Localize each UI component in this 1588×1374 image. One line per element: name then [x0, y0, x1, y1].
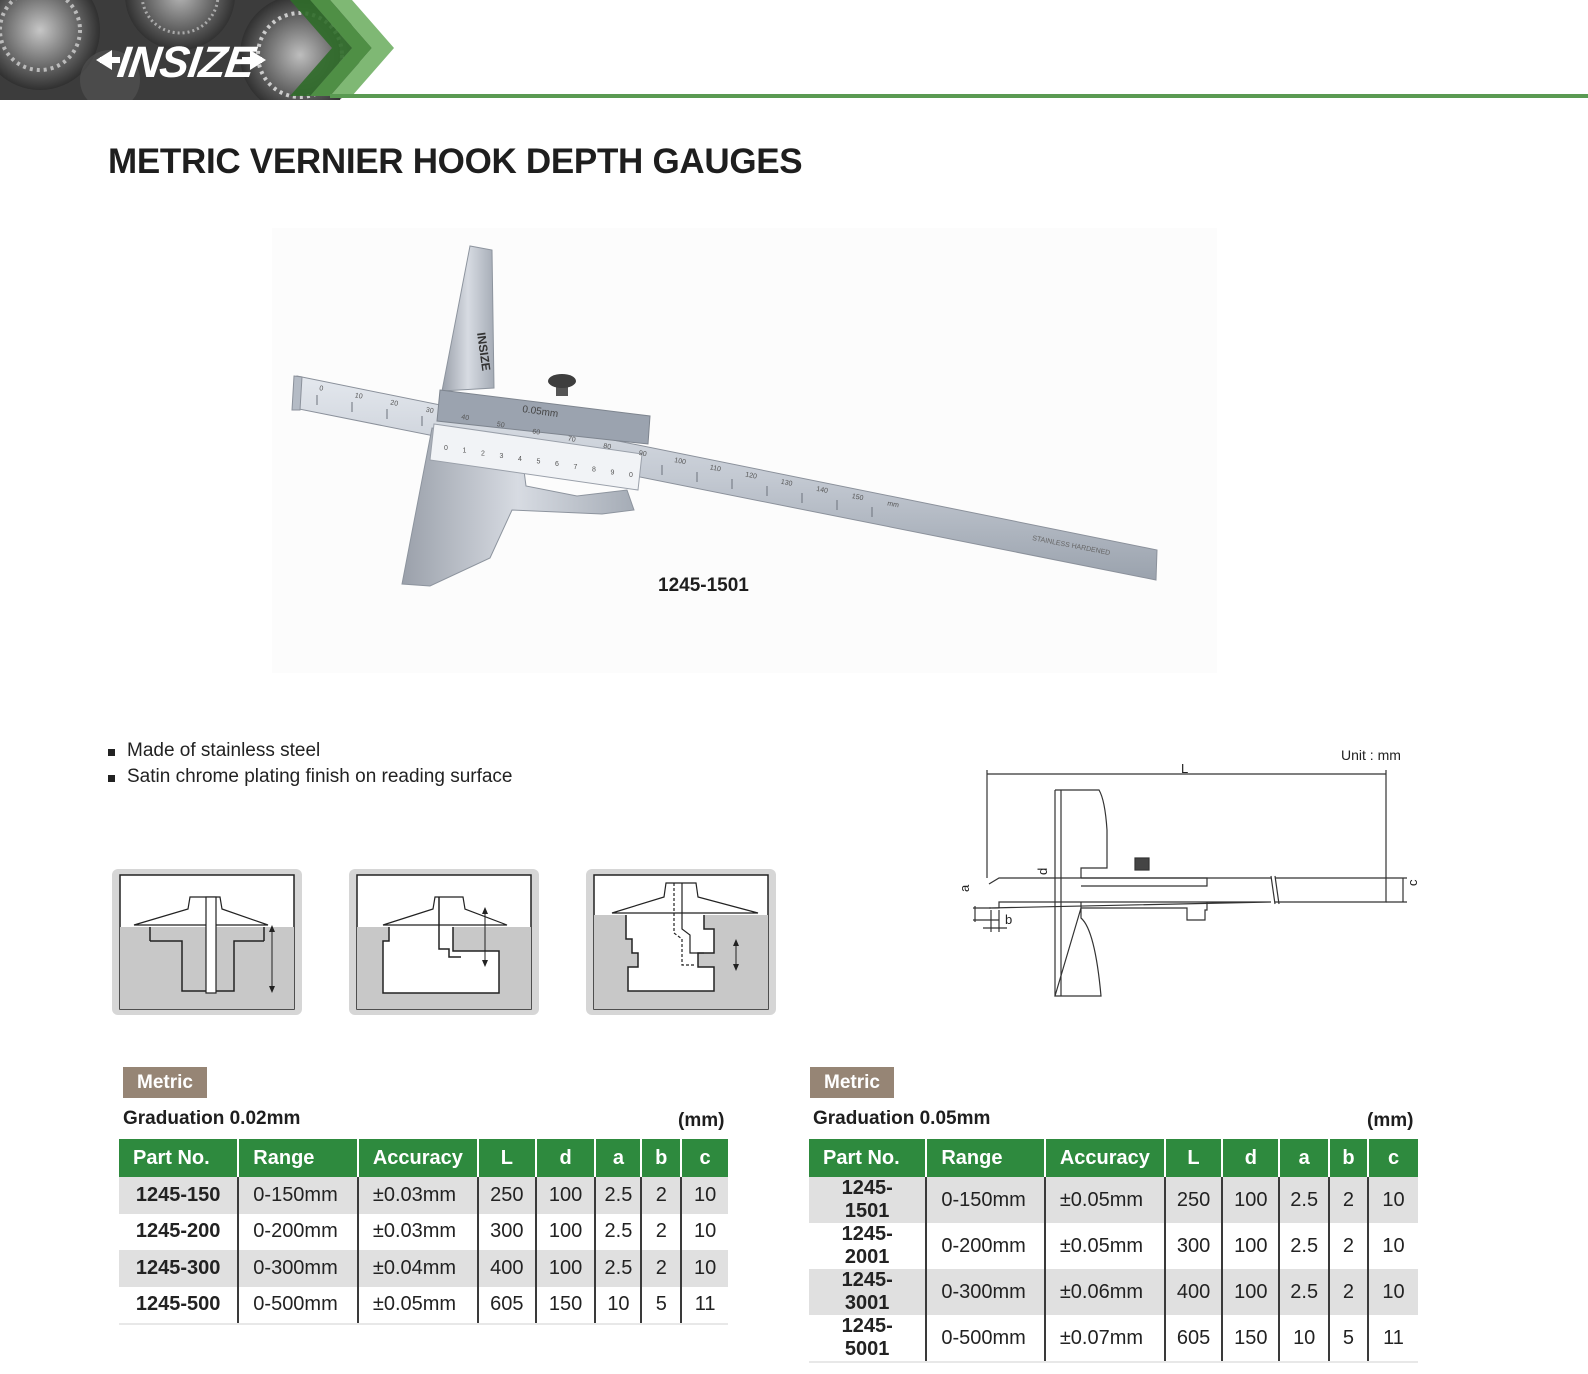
table-row: 1245-1501 0-150mm ±0.05mm 250 100 2.5 2 10: [809, 1177, 1418, 1223]
main-scale-label: 50: [496, 421, 506, 430]
main-scale-label: 30: [425, 406, 435, 416]
metric-tag: Metric: [123, 1067, 207, 1098]
vernier-scale-label: 4: [518, 455, 522, 463]
table-row: 1245-5001 0-500mm ±0.07mm 605 150 10 5 11: [809, 1315, 1418, 1362]
usage-diagram-groove-depth: [586, 869, 776, 1015]
main-scale-label: 60: [531, 428, 541, 437]
main-scale-label: 140: [815, 485, 829, 495]
bullet-icon: [108, 775, 115, 782]
main-scale-label: 10: [354, 392, 364, 401]
main-scale-label: 100: [673, 457, 687, 467]
header-rule: [330, 94, 1588, 98]
stem-logo-text: INSIZE: [474, 331, 494, 372]
graduation-label: Graduation 0.02mm: [123, 1108, 301, 1129]
feature-item: Satin chrome plating finish on reading surface: [108, 764, 513, 790]
table-row: 1245-200 0-200mm ±0.03mm 300 100 2.5 2 10: [119, 1214, 728, 1251]
vernier-scale-label: 5: [536, 458, 541, 466]
vernier-scale-label: 2: [481, 450, 485, 458]
column-header: L: [1165, 1139, 1222, 1177]
dim-L-label: L: [1181, 761, 1189, 776]
base-graduation-text: 0.05mm: [521, 404, 559, 420]
table-header-row: [119, 1139, 728, 1177]
column-header: c: [681, 1139, 728, 1177]
vernier-scale-label: 0: [629, 472, 633, 479]
photo-caption: 1245-1501: [658, 575, 749, 596]
column-header: b: [1329, 1139, 1368, 1177]
dim-b-label: b: [1005, 912, 1013, 927]
column-header: a: [595, 1139, 641, 1177]
column-header: d: [536, 1139, 596, 1177]
bullet-icon: [108, 749, 115, 756]
dimension-drawing: [955, 760, 1425, 1010]
metric-tag: Metric: [810, 1067, 894, 1098]
vernier-scale-label: 1: [462, 447, 467, 455]
column-header: b: [641, 1139, 681, 1177]
vernier-scale-label: 0: [444, 445, 448, 452]
table-row: 1245-2001 0-200mm ±0.05mm 300 100 2.5 2 10: [809, 1223, 1418, 1269]
vernier-scale-label: 7: [573, 463, 578, 471]
vernier-scale-label: 9: [610, 469, 615, 477]
product-photo: [272, 228, 1217, 673]
main-scale-label: 130: [780, 478, 793, 488]
table-header-row: [809, 1139, 1418, 1177]
table-row: 1245-3001 0-300mm ±0.06mm 400 100 2.5 2 10: [809, 1269, 1418, 1315]
spec-table-0.05: [809, 1139, 1418, 1363]
column-header: Accuracy: [1045, 1139, 1165, 1177]
feature-item: Made of stainless steel: [108, 738, 513, 764]
column-header: a: [1279, 1139, 1328, 1177]
column-header: Part No.: [809, 1139, 926, 1177]
column-header: Accuracy: [358, 1139, 478, 1177]
vernier-scale-label: 3: [499, 453, 504, 461]
main-scale-label: mm: [886, 500, 900, 510]
column-header: d: [1222, 1139, 1279, 1177]
column-header: c: [1368, 1139, 1418, 1177]
unit-label: Unit : mm: [1341, 747, 1401, 763]
unit-mm-label: (mm): [1367, 1110, 1414, 1131]
main-scale-label: 20: [389, 399, 399, 408]
graduation-label: Graduation 0.05mm: [813, 1108, 991, 1129]
table-row: 1245-300 0-300mm ±0.04mm 400 100 2.5 2 10: [119, 1250, 728, 1287]
brand-logo: INSIZE: [114, 38, 258, 87]
main-scale-label: 80: [602, 442, 612, 452]
column-header: Range: [238, 1139, 358, 1177]
main-scale-label: 120: [744, 471, 758, 481]
feature-list: [108, 738, 513, 790]
dim-a-label: a: [957, 884, 972, 892]
column-header: Range: [926, 1139, 1044, 1177]
dim-d-label: d: [1035, 867, 1050, 875]
main-scale-label: 0: [318, 385, 324, 393]
column-header: Part No.: [119, 1139, 238, 1177]
table-row: 1245-500 0-500mm ±0.05mm 605 150 10 5 11: [119, 1287, 728, 1325]
main-scale-label: 150: [851, 493, 864, 503]
dim-c-label: c: [1405, 879, 1420, 886]
vernier-scale-label: 6: [555, 461, 559, 469]
column-header: L: [478, 1139, 536, 1177]
unit-mm-label: (mm): [678, 1110, 725, 1131]
table-row: 1245-150 0-150mm ±0.03mm 250 100 2.5 2 10: [119, 1177, 728, 1214]
main-scale-label: 110: [709, 464, 722, 474]
main-scale-label: 90: [638, 449, 648, 459]
depth-gauge-illustration: [272, 228, 1217, 673]
spec-table-0.02: [119, 1139, 728, 1325]
main-scale-label: 40: [460, 413, 470, 423]
blade-material-text: STAINLESS HARDENED: [1031, 535, 1111, 558]
main-scale-label: 70: [567, 435, 577, 444]
vernier-scale-label: 8: [592, 466, 596, 474]
page-title: METRIC VERNIER HOOK DEPTH GAUGES: [108, 142, 803, 181]
usage-diagram-step-depth: [112, 869, 302, 1015]
usage-diagram-hook-depth: [349, 869, 539, 1015]
